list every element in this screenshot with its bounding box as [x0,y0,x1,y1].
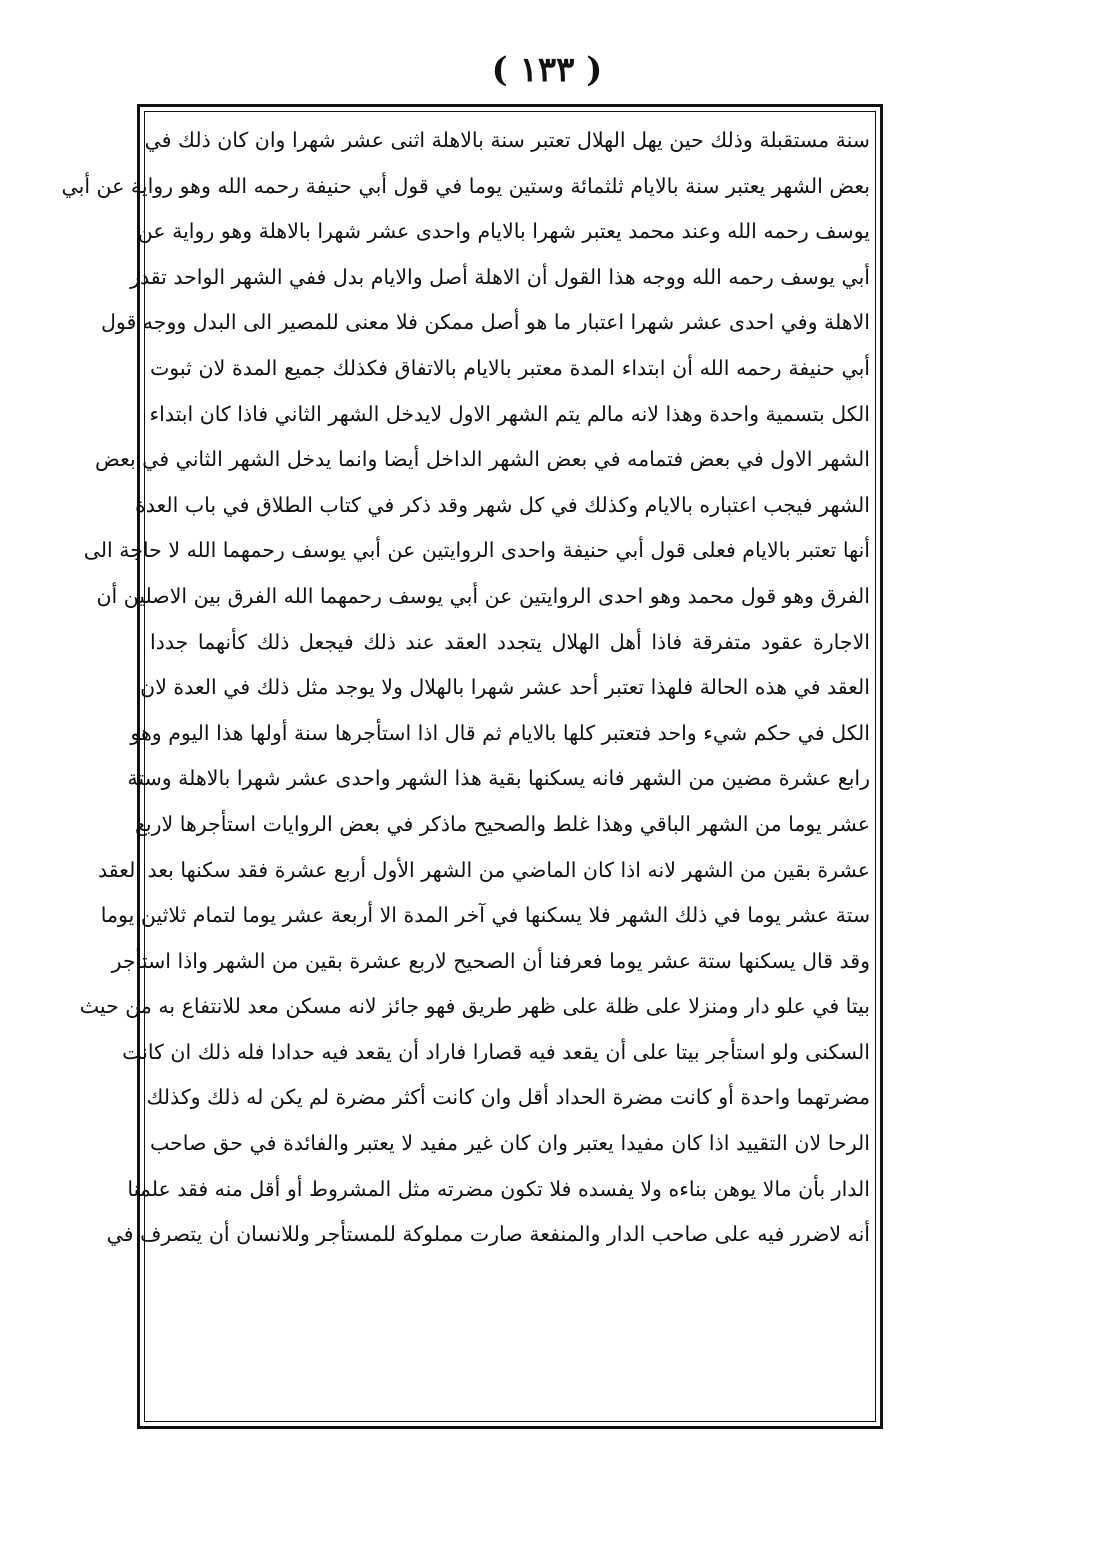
text-line: الشهر الاول في بعض فتمامه في بعض الشهر الداخل أيضا وانما يدخل الشهر الثاني في بعض [95,447,870,472]
text-line: الكل بتسمية واحدة وهذا لانه مالم يتم الشهر الاول لايدخل الشهر الثاني فاذا كان ابتداء [149,401,870,426]
text-line: أنها تعتبر بالايام فعلى قول أبي حنيفة واحدى الروايتين عن أبي يوسف رحمهما الله لا حاجة الى [83,538,870,563]
text-line: الدار بأن مالا يوهن بناءه ولا يفسده فلا تكون مضرته مثل المشروط أو أقل منه فقد علمنا [127,1176,870,1201]
text-line: الكل في حكم شيء واحد فتعتبر كلها بالايام ثم قال اذا استأجرها سنة أولها هذا اليوم وهو [130,720,870,745]
text-line: العقد في هذه الحالة فلهذا تعتبر أحد عشر شهرا بالهلال ولا يوجد مثل ذلك في العدة لان [140,675,870,700]
text-line: بيتا في علو دار ومنزلا على ظلة على ظهر طريق فهو جائز لانه مسكن معد للانتفاع به من حيث [79,994,870,1019]
text-line: مضرتهما واحدة أو كانت مضرة الحداد أقل وان كانت أكثر مضرة لم يكن له ذلك وكذلك [146,1085,870,1110]
text-line: أبي يوسف رحمه الله ووجه هذا القول أن الاهلة أصل والايام بدل ففي الشهر الواحد تقدر [130,264,870,289]
text-body [61,118,870,1258]
text-line: يوسف رحمه الله وعند محمد يعتبر شهرا بالايام واحدى عشر شهرا بالاهلة وهو رواية عن [137,219,870,244]
text-line: ستة عشر يوما في ذلك الشهر فلا يسكنها في آخر المدة الا أربعة عشر يوما لتمام ثلاثين يوما [100,903,870,928]
text-line: الاهلة وفي احدى عشر شهرا اعتبار ما هو أصل ممكن فلا معنى للمصير الى البدل ووجه قول [100,310,870,335]
text-line: الفرق وهو قول محمد وهو احدى الروايتين عن أبي يوسف رحمهما الله الفرق بين الاصلين أن [96,583,870,608]
text-line: وقد قال يسكنها ستة عشر يوما فعرفنا أن الصحيح لاربع عشرة بقين من الشهر واذا استأجر [111,948,870,973]
text-line: عشر يوما من الشهر الباقي وهذا غلط والصحيح ماذكر في بعض الروايات استأجرها لاربع [135,811,870,836]
text-line: أنه لاضرر فيه على صاحب الدار والمنفعة صارت مملوكة للمستأجر وللانسان أن يتصرف في [106,1222,870,1247]
text-line: الشهر فيجب اعتباره بالايام وكذلك في كل شهر وقد ذكر في كتاب الطلاق في باب العدة [134,492,870,517]
text-line: سنة مستقبلة وذلك حين يهل الهلال تعتبر سنة بالاهلة اثنى عشر شهرا وان كان ذلك في [144,128,870,152]
text-line: الاجارة عقود متفرقة فاذا أهل الهلال يتجدد العقد عند ذلك فيجعل ذلك كأنهما جددا [150,629,870,654]
text-line: السكنى ولو استأجر بيتا على أن يقعد فيه قصارا فاراد أن يقعد فيه حدادا فله ذلك ان كانت [122,1039,870,1064]
text-line: بعض الشهر يعتبر سنة بالايام ثلثمائة وستين يوما في قول أبي حنيفة رحمه الله وهو رواية عن أبي [61,173,870,198]
text-line: رابع عشرة مضين من الشهر فانه يسكنها بقية هذا الشهر واحدى عشر شهرا بالاهلة وستة [127,766,870,791]
text-line: أبي حنيفة رحمه الله أن ابتداء المدة معتبر بالايام بالاتفاق فكذلك جميع المدة لان ثبوت [150,355,870,380]
text-line: عشرة بقين من الشهر لانه اذا كان الماضي من الشهر الأول أربع عشرة فقد سكنها بعد العقد [98,857,870,882]
page-number: ( ١٣٣ ) [491,50,603,90]
text-line: الرحا لان التقييد اذا كان مفيدا يعتبر وان كان غير مفيد لا يعتبر والفائدة في حق صاحب [150,1131,870,1156]
